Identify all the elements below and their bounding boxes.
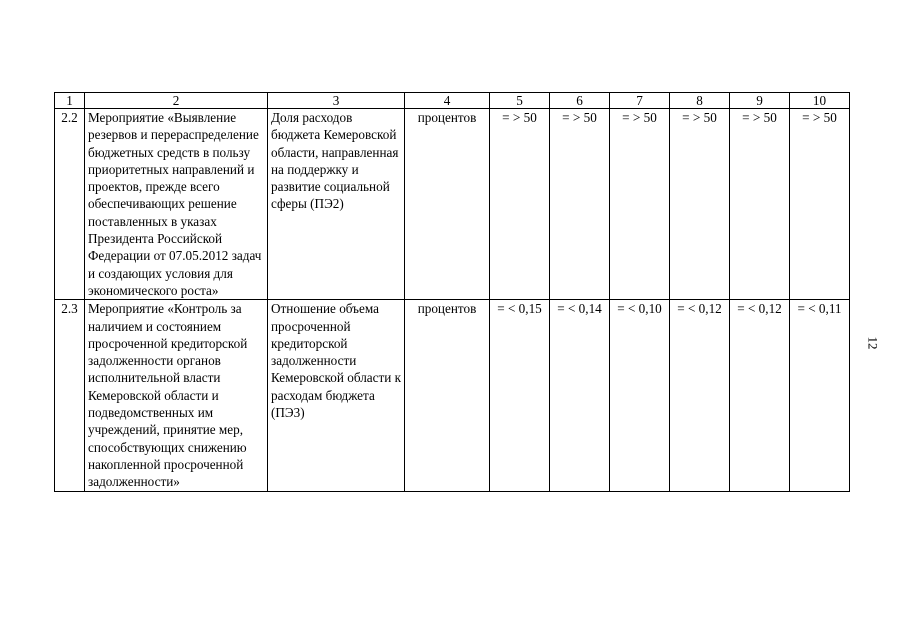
header-cell: 6 (550, 93, 610, 109)
table-header-row (55, 93, 850, 109)
header-cell: 3 (268, 93, 405, 109)
value-cell: = < 0,12 (730, 300, 790, 491)
value-cell: = < 0,10 (610, 300, 670, 491)
header-cell: 7 (610, 93, 670, 109)
header-cell: 5 (490, 93, 550, 109)
measure-name: Мероприятие «Контроль за наличием и состоянием просроченной кредиторской задолженности органов исполнительной власти Кемеровской области и подведомственных им учреждений, принятие мер, способствующих снижению накопленной просроченной задолженности» (85, 300, 268, 491)
value-cell: = < 0,12 (670, 300, 730, 491)
header-cell: 2 (85, 93, 268, 109)
value-cell: = < 0,15 (490, 300, 550, 491)
row-number: 2.2 (55, 109, 85, 300)
table-row (55, 109, 850, 300)
header-cell: 1 (55, 93, 85, 109)
page-number: 12 (865, 336, 881, 350)
value-cell: = > 50 (550, 109, 610, 300)
header-cell: 8 (670, 93, 730, 109)
header-cell: 9 (730, 93, 790, 109)
row-number: 2.3 (55, 300, 85, 491)
value-cell: = < 0,14 (550, 300, 610, 491)
indicator-name: Доля расходов бюджета Кемеровской области, направленная на поддержку и развитие социальной сферы (ПЭ2) (268, 109, 405, 300)
value-cell: = > 50 (670, 109, 730, 300)
header-cell: 4 (405, 93, 490, 109)
value-cell: = < 0,11 (790, 300, 850, 491)
value-cell: = > 50 (490, 109, 550, 300)
value-cell: = > 50 (790, 109, 850, 300)
measure-name: Мероприятие «Выявление резервов и перераспределение бюджетных средств в пользу приоритетных направлений и проектов, прежде всего обеспечивающих решение поставленных в указах Президента Российской Федерации от 07.05.2012 задач и создающих условия для экономического роста» (85, 109, 268, 300)
unit-cell: процентов (405, 300, 490, 491)
value-cell: = > 50 (610, 109, 670, 300)
unit-cell: процентов (405, 109, 490, 300)
table-row (55, 300, 850, 491)
indicator-name: Отношение объема просроченной кредиторской задолженности Кемеровской области к расходам бюджета (ПЭ3) (268, 300, 405, 491)
indicators-table (54, 92, 850, 492)
value-cell: = > 50 (730, 109, 790, 300)
header-cell: 10 (790, 93, 850, 109)
